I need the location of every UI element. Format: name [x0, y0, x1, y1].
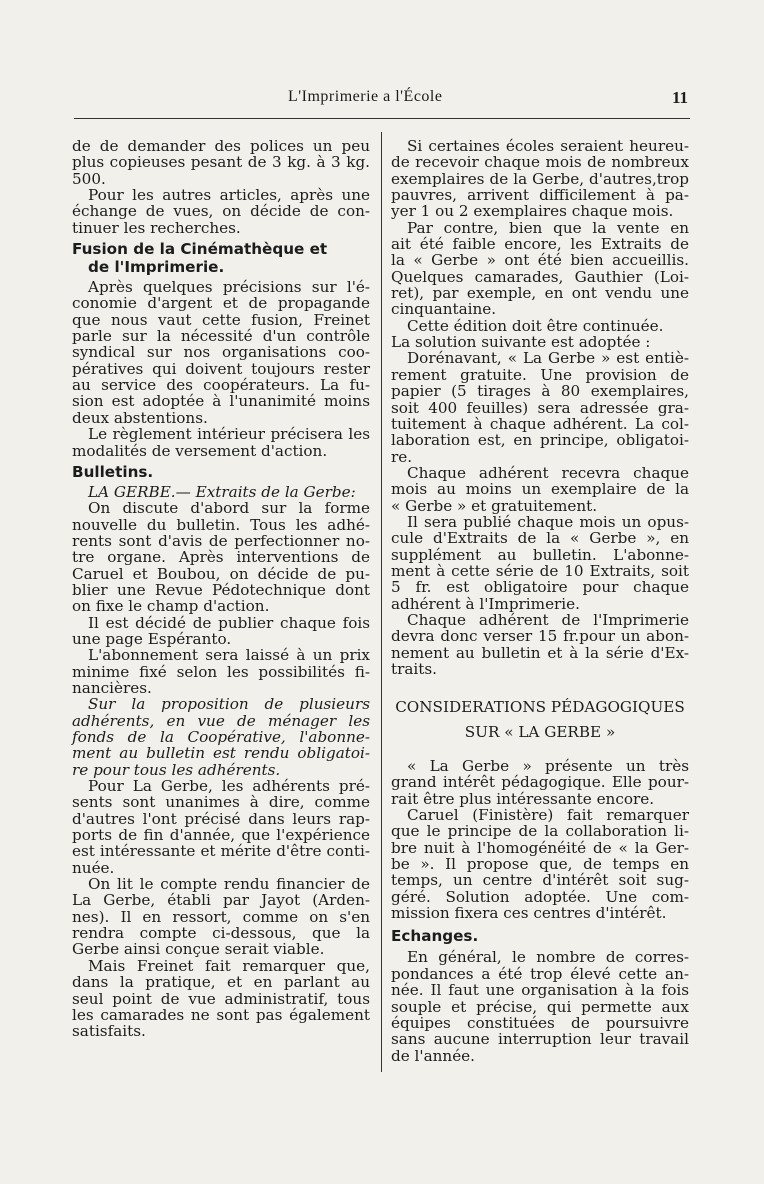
paragraph-italic — [72, 696, 370, 778]
text-line: syndical sur nos organisations coo- — [72, 343, 370, 362]
text-line: de l'année. — [391, 1046, 475, 1065]
text-line: Après quelques précisions sur l'é- — [88, 278, 370, 297]
paragraph — [72, 187, 370, 236]
text-line: tuitement à chaque adhérent. La col- — [391, 414, 689, 433]
paragraph — [391, 334, 689, 350]
text-line: L'abonnement sera laissé à un prix — [88, 646, 370, 665]
text-line: sion est adoptée à l'unanimité moins — [72, 392, 370, 411]
text-line: minime fixé selon les possibilités fi- — [72, 662, 370, 681]
text-line: Sur la proposition de plusieurs — [88, 695, 370, 714]
text-line: ment au bulletin est rendu obligatoi- — [72, 744, 370, 763]
text-line: papier (5 tirages à 80 exemplaires, — [391, 382, 689, 401]
text-line: que nous vaut cette fusion, Freinet — [72, 310, 370, 329]
paragraph — [391, 758, 689, 807]
text-line: La solution suivante est adoptée : — [391, 333, 651, 352]
text-line: au service des coopérateurs. La fu- — [72, 376, 370, 395]
text-line: Cette édition doit être continuée. — [407, 316, 664, 335]
text-line: On discute d'abord sur la forme — [88, 499, 370, 518]
text-line: pondances a été trop élevé cette an- — [391, 964, 689, 983]
text-line: cinquantaine. — [391, 300, 497, 319]
text-line: mission fixera ces centres d'intérêt. — [391, 904, 667, 923]
paragraph — [72, 500, 370, 614]
text-line: modalités de versement d'action. — [72, 441, 328, 460]
text-line: sans aucune interruption leur travail — [391, 1030, 689, 1049]
text-line: mois au moins un exemplaire de la — [391, 480, 689, 499]
text-line: rendra compte ci-dessous, que la — [72, 924, 370, 943]
subheading: LA GERBE.— Extraits de la Gerbe: — [88, 482, 356, 501]
text-line: SUR « LA GERBE » — [464, 722, 616, 741]
text-line: nes). Il en ressort, comme on s'en — [72, 907, 370, 926]
text-line: « La Gerbe » présente un très — [407, 757, 689, 776]
text-line: la « Gerbe » ont été bien accueillis. — [391, 251, 689, 270]
text-line: 5 fr. est obligatoire pour chaque — [391, 578, 689, 597]
text-line: Gerbe ainsi conçue serait viable. — [72, 940, 325, 959]
text-line: souple et précise, qui permette aux — [391, 997, 689, 1016]
header-rule — [74, 118, 690, 119]
text-line: satisfaits. — [72, 1022, 146, 1041]
text-line: seul point de vue administratif, tous — [72, 989, 370, 1008]
paragraph — [391, 318, 689, 334]
text-line: de l'Imprimerie. — [88, 258, 225, 277]
text-line: Il est décidé de publier chaque fois — [88, 613, 370, 632]
text-line: Fusion de la Cinémathèque et — [72, 240, 328, 259]
text-line: blier une Revue Pédotechnique dont — [72, 580, 370, 599]
text-line: les camarades ne sont pas également — [72, 1005, 370, 1024]
right-column — [391, 138, 689, 1064]
text-line: ait été faible encore, les Extraits de — [391, 235, 689, 254]
text-line: laboration est, en principe, obligatoi- — [391, 431, 689, 450]
text-line: grand intérêt pédagogique. Elle pour- — [391, 773, 689, 792]
text-line: En général, le nombre de corres- — [407, 948, 689, 967]
text-line: Mais Freinet fait remarquer que, — [88, 956, 370, 975]
text-line: Si certaines écoles seraient heureu- — [407, 137, 689, 155]
text-line: plus copieuses pesant de 3 kg. à 3 kg. — [72, 153, 370, 172]
text-line: pauvres, arrivent difficilement à pa- — [391, 186, 689, 205]
paragraph — [391, 514, 689, 612]
paragraph — [72, 138, 370, 187]
paragraph — [391, 350, 689, 464]
text-line: La Gerbe, établi par Jayot (Arden- — [72, 891, 370, 910]
page-header — [0, 88, 764, 112]
text-line: ret), par exemple, en ont vendu une — [391, 284, 689, 303]
text-line: Chaque adhérent de l'Imprimerie — [407, 610, 689, 629]
text-line: d'autres l'ont précisé dans leurs rap- — [72, 809, 370, 828]
text-line: traits. — [391, 660, 438, 678]
text-line: Pour La Gerbe, les adhérents pré- — [88, 777, 370, 796]
text-line: nuée. — [72, 858, 115, 877]
text-line: de de demander des polices un peu — [72, 137, 370, 155]
text-line: CONSIDERATIONS PÉDAGOGIQUES — [395, 698, 685, 717]
text-line: pératives qui doivent toujours rester — [72, 359, 370, 378]
text-line: rents sont d'avis de perfectionner no- — [72, 531, 370, 550]
text-line: Chaque adhérent recevra chaque — [407, 463, 689, 482]
text-line: yer 1 ou 2 exemplaires chaque mois. — [391, 202, 674, 221]
paragraph — [391, 220, 689, 318]
text-line: adhérent à l'Imprimerie. — [391, 594, 580, 613]
text-line: re. — [391, 447, 413, 466]
text-line: Pour les autres articles, après une — [88, 186, 370, 205]
text-line: échange de vues, on décide de con- — [72, 202, 370, 221]
text-line: parle sur la nécessité d'un contrôle — [72, 327, 370, 346]
text-line: on fixe le champ d'action. — [72, 597, 270, 616]
text-line: géré. Solution adoptée. Une com- — [391, 887, 689, 906]
text-line: sents sont unanimes à dire, comme — [72, 793, 370, 812]
paragraph — [72, 279, 370, 426]
text-line: Il sera publié chaque mois un opus- — [407, 512, 689, 531]
section-heading-echanges: Echanges. — [391, 927, 479, 946]
text-line: adhérents, en vue de ménager les — [72, 711, 370, 730]
paragraph — [72, 647, 370, 696]
paragraph — [72, 876, 370, 958]
text-line: tinuer les recherches. — [72, 218, 241, 237]
text-line: est intéressante et mérite d'être conti- — [72, 842, 370, 861]
text-line: ports de fin d'année, que l'expérience — [72, 826, 370, 845]
text-line: devra donc verser 15 fr.pour un abon- — [391, 627, 689, 646]
text-line: une page Espéranto. — [72, 629, 232, 648]
text-line: 500. — [72, 169, 106, 188]
paragraph — [391, 612, 689, 677]
text-line: Le règlement intérieur précisera les — [88, 425, 370, 444]
text-line: exemplaires de la Gerbe, d'autres,trop — [391, 169, 689, 188]
text-line: nancières. — [72, 678, 152, 697]
text-line: nement au bulletin et à la série d'Ex- — [391, 643, 689, 662]
text-line: On lit le compte rendu financier de — [88, 875, 370, 894]
paragraph — [391, 807, 689, 921]
text-line: tre organe. Après interventions de — [72, 548, 370, 567]
left-column — [72, 138, 370, 1040]
paragraph — [391, 465, 689, 514]
text-line: dans la pratique, et en parlant au — [72, 973, 370, 992]
column-divider — [381, 132, 382, 1072]
paragraph — [72, 958, 370, 1040]
text-line: re pour tous les adhérents. — [72, 760, 281, 779]
text-line: ment à cette série de 10 Extraits, soit — [391, 561, 689, 580]
text-line: temps, un centre d'intérêt soit sug- — [391, 871, 689, 890]
text-line: née. Il faut une organisation à la fois — [391, 981, 689, 1000]
text-line: nouvelle du bulletin. Tous les adhé- — [72, 515, 370, 534]
section-heading-considerations — [391, 699, 689, 740]
text-line: Par contre, bien que la vente en — [407, 218, 689, 237]
running-title: L'Imprimerie a l'École — [288, 88, 443, 105]
text-line: bre nuit à l'homogénéité de « la Ger- — [391, 838, 689, 857]
text-line: rement gratuite. Une provision de — [391, 365, 689, 384]
text-line: « Gerbe » et gratuitement. — [391, 496, 598, 515]
text-line: Caruel (Finistère) fait remarquer — [407, 806, 689, 825]
text-line: équipes constituées de poursuivre — [391, 1013, 689, 1032]
text-line: be ». Il propose que, de temps en — [391, 855, 689, 874]
text-line: Quelques camarades, Gauthier (Loi- — [391, 267, 689, 286]
paragraph — [72, 615, 370, 648]
page-number: 11 — [672, 88, 689, 107]
paragraph — [72, 778, 370, 876]
paragraph — [391, 949, 689, 1063]
text-line: Dorénavant, « La Gerbe » est entiè- — [407, 349, 689, 368]
paragraph — [72, 426, 370, 459]
text-line: que le principe de la collaboration li- — [391, 822, 689, 841]
section-heading-fusion — [72, 240, 370, 276]
text-line: rait être plus intéressante encore. — [391, 789, 655, 808]
paragraph — [391, 138, 689, 220]
text-line: conomie d'argent et de propagande — [72, 294, 370, 313]
text-line: cule d'Extraits de la « Gerbe », en — [391, 529, 689, 548]
text-line: Caruel et Boubou, on décide de pu- — [72, 564, 370, 583]
text-line: soit 400 feuilles) sera adressée gra- — [391, 398, 689, 417]
text-line: deux abstentions. — [72, 408, 208, 427]
section-heading-bulletins: Bulletins. — [72, 462, 154, 481]
text-line: fonds de la Coopérative, l'abonne- — [72, 728, 370, 746]
text-line: de recevoir chaque mois de nombreux — [391, 153, 689, 172]
text-line: supplément au bulletin. L'abonne- — [391, 545, 689, 564]
